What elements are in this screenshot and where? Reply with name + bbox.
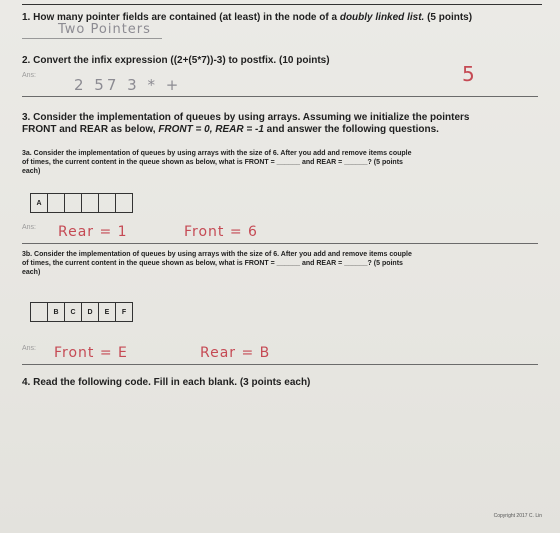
question-3-text-b: and answer the following questions. (263, 124, 439, 135)
answer-2-handwritten: 2 57 3 * + (74, 76, 182, 94)
queue-array-3b (30, 302, 133, 322)
queue-cell: F (121, 308, 127, 316)
answer-1-handwritten: Two Pointers (58, 22, 151, 37)
question-3a-line-2: of times, the current content in the queue shown as below, what is FRONT = ______ and REAR = ______? (5 points (22, 159, 403, 166)
queue-array-3a (30, 193, 133, 213)
answer-3b-label: Ans: (22, 345, 37, 352)
question-1-text-em: doubly linked list. (339, 12, 425, 23)
answer-3a-label: Ans: (22, 224, 37, 231)
question-1-text-b: (5 points) (424, 12, 473, 23)
question-3-line-2 (22, 124, 439, 136)
question-3-text-em: FRONT = 0, REAR = -1 (158, 124, 264, 135)
answer-3a-rear-handwritten: Rear = 1 (58, 224, 128, 240)
question-3b-line-3: each) (22, 269, 41, 276)
answer-3a-line (22, 243, 538, 244)
question-3a-line-3: each) (22, 168, 41, 175)
queue-cell: B (48, 303, 65, 321)
answer-1-line (22, 38, 162, 39)
top-divider (22, 4, 542, 5)
queue-cell (65, 194, 82, 212)
answer-3b-front-handwritten: Front = E (54, 345, 128, 361)
question-3a-line-1: 3a. Consider the implementation of queues by using arrays with the size of 6. After you add and remove items couple (22, 150, 412, 157)
queue-cell: C (65, 303, 82, 321)
answer-3b-line (22, 364, 538, 365)
question-2: 2. Convert the infix expression ((2+(5*7))-3) to postfix. (10 points) (22, 55, 330, 66)
queue-cell: A (31, 194, 48, 212)
question-3b-line-2: of times, the current content in the queue shown as below, what is FRONT = ______ and REAR = ______? (5 points (22, 260, 403, 267)
answer-3b-rear-handwritten: Rear = B (200, 345, 271, 361)
answer-3a-front-handwritten: Front = 6 (184, 224, 258, 240)
copyright: Copyright 2017 C. Lin (493, 513, 542, 519)
queue-cell (116, 194, 132, 212)
queue-cell (31, 303, 48, 321)
answer-2-label: Ans: (22, 72, 37, 79)
question-1-text-a: 1. How many pointer fields are contained (at least) in the node of a (22, 12, 340, 23)
question-3-line-1: 3. Consider the implementation of queues by using arrays. Assuming we initialize the pointers (22, 112, 470, 123)
question-3-text-a: FRONT and REAR as below, (22, 124, 159, 135)
queue-cell (99, 194, 116, 212)
queue-cell: D (82, 303, 99, 321)
answer-2-line (22, 96, 538, 97)
queue-cell (82, 194, 99, 212)
queue-cell: E (99, 303, 116, 321)
score-2-handwritten: 5 (462, 62, 476, 86)
question-3b-line-1: 3b. Consider the implementation of queues by using arrays with the size of 6. After you add and remove items couple (22, 251, 412, 258)
queue-cell (48, 194, 65, 212)
question-4: 4. Read the following code. Fill in each blank. (3 points each) (22, 377, 311, 388)
